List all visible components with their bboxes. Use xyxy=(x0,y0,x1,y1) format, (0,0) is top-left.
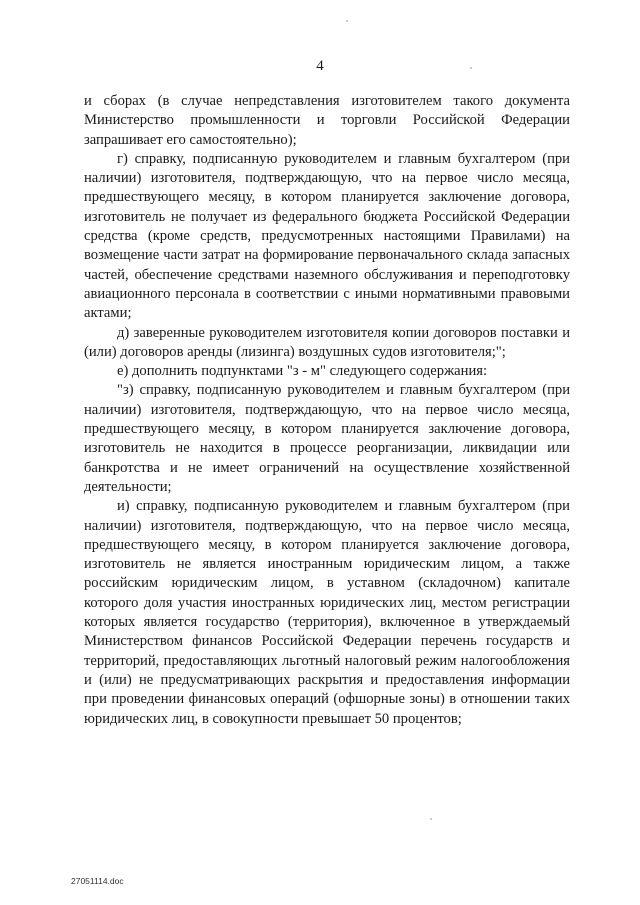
page-number: 4 xyxy=(316,58,324,74)
paragraph-item-g: г) справку, подписанную руководителем и главным бухгалтером (при наличии) изготовителя, подтверждающую, что на первое число месяца, предшествующего месяцу, в котором планируется заключение договора, изготовитель не получает из федерального бюджета Российской Федерации средства (кроме средств, предусмотренных настоящими Правилами) на возмещение части затрат на формирование первоначального склада запасных частей, обеспечение средствами наземного обслуживания и переподготовку авиационного персонала в соответствии с иными нормативными правовыми актами; xyxy=(84,150,570,322)
document-body xyxy=(84,92,570,729)
scan-speck xyxy=(346,20,348,22)
footer-file-code: 27051114.doc xyxy=(71,876,124,886)
paragraph-item-e: е) дополнить подпунктами "з - м" следующего содержания: xyxy=(117,363,488,380)
paragraph-item-z: "з) справку, подписанную руководителем и главным бухгалтером (при наличии) изготовителя, подтверждающую, что на первое число месяца, предшествующего месяцу, в котором планируется заключение договора, изготовитель не находится в процессе реорганизации, ликвидации или банкротства и не имеет ограничений на осуществление хозяйственной деятельности; xyxy=(84,382,570,495)
scan-speck xyxy=(470,67,472,69)
paragraph-item-i: и) справку, подписанную руководителем и главным бухгалтером (при наличии) изготовителя, подтверждающую, что на первое число месяца, предшествующего месяцу, в котором планируется заключение договора, изготовитель не является иностранным юридическим лицом, а также российским юридическим лицом, в уставном (складочном) капитале которого доля участия иностранных юридических лиц, местом регистрации которых является государство (территория), включенное в утверждаемый Министерством финансов Российской Федерации перечень государств и территорий, предоставляющих льготный налоговый режим налогообложения и (или) не предусматривающих раскрытия и предоставления информации при проведении финансовых операций (офшорные зоны) в отношении таких юридических лиц, в совокупности превышает 50 процентов; xyxy=(84,498,570,727)
paragraph-item-d: д) заверенные руководителем изготовителя копии договоров поставки и (или) договоров аренды (лизинга) воздушных судов изготовителя;"; xyxy=(84,324,570,360)
scan-speck xyxy=(430,818,432,820)
paragraph-continuation: и сборах (в случае непредставления изготовителем такого документа Министерство промышленности и торговли Российской Федерации запрашивает его самостоятельно); xyxy=(84,93,570,148)
